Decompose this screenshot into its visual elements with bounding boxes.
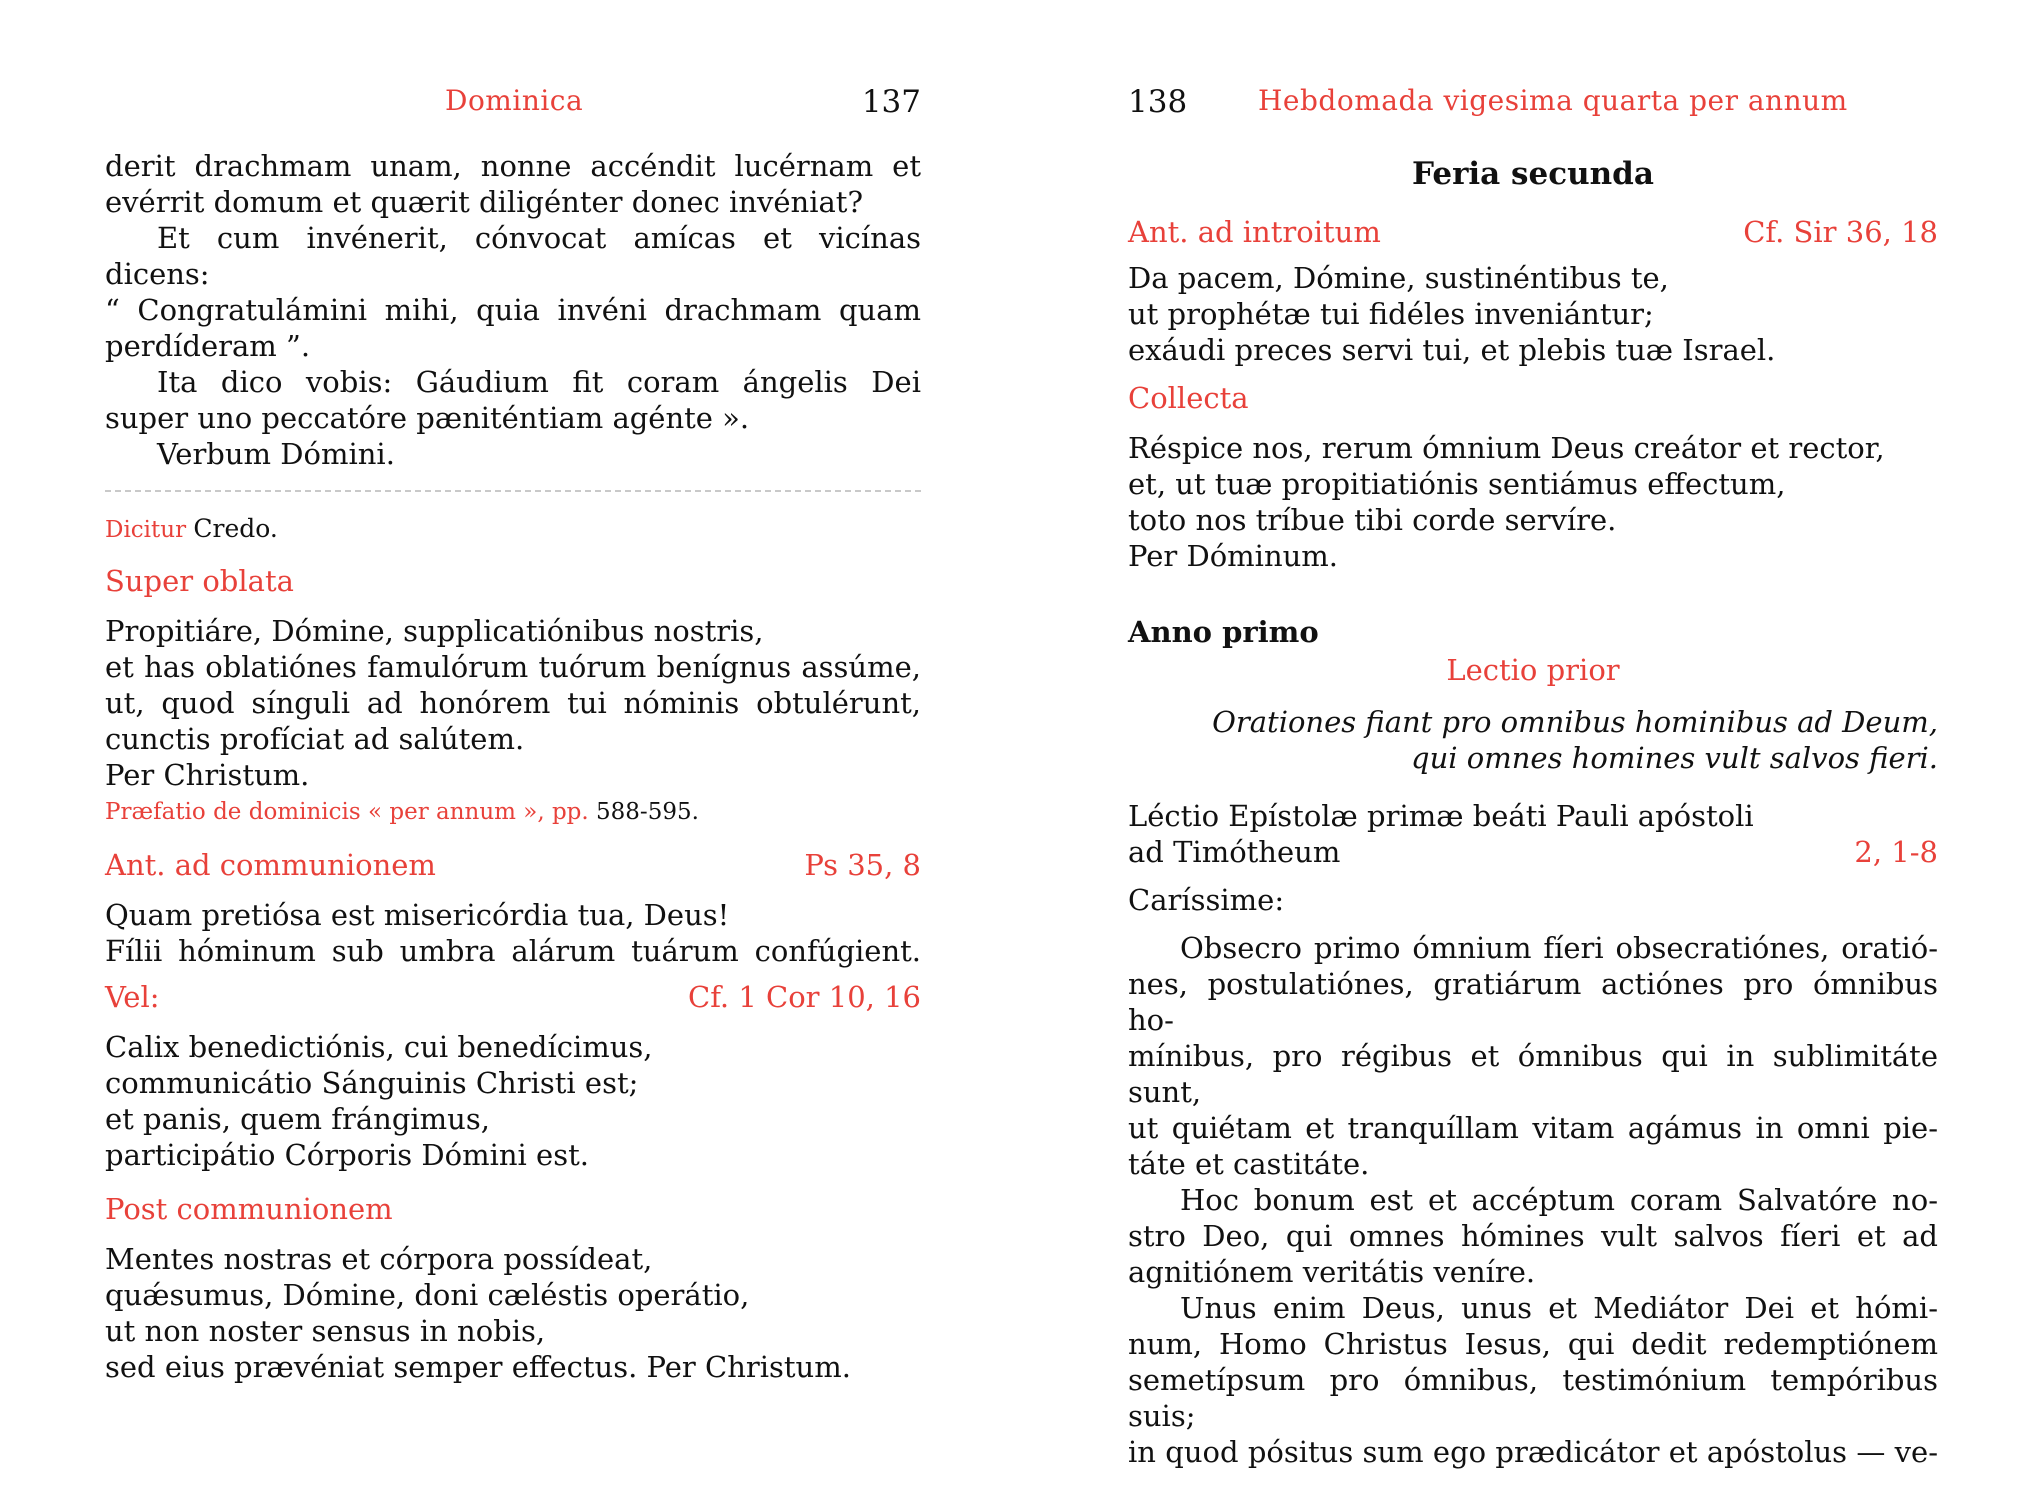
text-line: sed eius prævéniat semper effectus. Per Christum. <box>105 1350 851 1384</box>
text-line: Hoc bonum est et accéptum coram Salvatóre no- <box>1180 1183 1938 1217</box>
communion-reference: Ps 35, 8 <box>804 848 921 882</box>
right-page <box>1128 0 1938 1500</box>
text-line: nes, postulatiónes, gratiárum actiónes pro ómnibus ho- <box>1128 967 1938 1037</box>
salutation: Caríssime: <box>1128 883 1285 917</box>
communion-heading-row <box>105 847 921 883</box>
vel-heading-row <box>105 979 921 1015</box>
text-line: Réspice nos, rerum ómnium Deus creátor et rector, <box>1128 431 1885 465</box>
praefatio-label: Præfatio de dominicis « per annum », pp. <box>105 799 589 825</box>
section-divider <box>105 490 921 492</box>
text-line: Da pacem, Dómine, sustinéntibus te, <box>1128 261 1669 295</box>
text-line: Unus enim Deus, unus et Mediátor Dei et hómi- <box>1180 1291 1938 1325</box>
text-line: Fílii hóminum sub umbra alárum tuárum confúgient. <box>105 934 921 968</box>
text-line: “ Congratulámini mihi, quia invéni drachmam quam <box>105 293 921 327</box>
left-header-title: Dominica <box>445 84 584 117</box>
text-line: Léctio Epístolæ primæ beáti Pauli apóstoli <box>1128 799 1754 833</box>
left-running-header <box>105 80 921 124</box>
text-line: perdíderam ”. <box>105 329 311 363</box>
text-line: Verbum Dómini. <box>157 437 395 471</box>
post-communion-prayer <box>105 1241 921 1385</box>
right-content <box>1128 154 1938 1470</box>
left-page <box>105 0 921 1500</box>
text-line: Et cum invénerit, cónvocat amícas et vicínas dicens: <box>105 221 921 291</box>
lectio-title-row <box>1128 834 1938 870</box>
text-line: stro Deo, qui omnes hómines vult salvos fíeri et ad <box>1128 1219 1938 1253</box>
vel-antiphon <box>105 1029 921 1173</box>
text-line: derit drachmam unam, nonne accéndit lucérnam et <box>105 149 921 183</box>
day-title: Feria secunda <box>1412 156 1654 192</box>
text-line: semetípsum pro ómnibus, testimónium tempóribus suis; <box>1128 1363 1938 1433</box>
text-line: táte et castitáte. <box>1128 1147 1370 1181</box>
text-line: et panis, quem frángimus, <box>105 1102 490 1136</box>
dicitur-label: Dicitur <box>105 517 187 543</box>
text-line: mínibus, pro régibus et ómnibus qui in sublimitáte sunt, <box>1128 1039 1938 1109</box>
introit-antiphon <box>1128 260 1938 368</box>
text-line: cunctis profíciat ad salútem. <box>105 722 525 756</box>
text-line: Ita dico vobis: Gáudium fit coram ángelis Dei <box>157 365 921 399</box>
lectio-reference: 2, 1-8 <box>1854 835 1938 869</box>
text-line: Propitiáre, Dómine, supplicatiónibus nostris, <box>105 614 764 648</box>
text-line: super uno peccatóre pæniténtiam agénte ». <box>105 401 750 435</box>
left-content <box>105 148 921 1385</box>
text-line: ad Timótheum <box>1128 835 1341 869</box>
dicitur-rubric <box>105 514 921 545</box>
text-line: exáudi preces servi tui, et plebis tuæ Israel. <box>1128 333 1776 367</box>
praefatio-pages: 588-595. <box>596 799 699 825</box>
communion-antiphon <box>105 897 921 969</box>
communion-heading: Ant. ad communionem <box>105 848 436 882</box>
text-line: Orationes fiant pro omnibus hominibus ad Deum, <box>1212 705 1938 739</box>
text-line: toto nos tríbue tibi corde servíre. <box>1128 503 1617 537</box>
praefatio-rubric <box>105 797 921 827</box>
text-line: Per Christum. <box>105 758 310 792</box>
text-line: communicátio Sánguinis Christi est; <box>105 1066 639 1100</box>
super-oblata-prayer <box>105 613 921 793</box>
introit-reference: Cf. Sir 36, 18 <box>1743 215 1938 249</box>
left-page-number: 137 <box>861 84 921 120</box>
text-line: Mentes nostras et córpora possídeat, <box>105 1242 653 1276</box>
collecta-prayer <box>1128 430 1938 574</box>
right-header-title: Hebdomada vigesima quarta per annum <box>1258 84 1848 117</box>
text-line: ut prophétæ tui fidéles inveniántur; <box>1128 297 1654 331</box>
vel-heading: Vel: <box>105 980 160 1014</box>
text-line: Per Dóminum. <box>1128 539 1339 573</box>
reading-text <box>1128 930 1938 1470</box>
text-line: agnitiónem veritátis veníre. <box>1128 1255 1536 1289</box>
text-line: num, Homo Christus Iesus, qui dedit redemptiónem <box>1128 1327 1938 1361</box>
text-line: Calix benedictiónis, cui benedícimus, <box>105 1030 653 1064</box>
lectio-title <box>1128 798 1938 870</box>
anno-heading: Anno primo <box>1128 615 1319 649</box>
text-line: Quam pretiósa est misericórdia tua, Deus! <box>105 898 730 932</box>
lectio-prior-heading: Lectio prior <box>1446 653 1620 687</box>
text-line: participátio Córporis Dómini est. <box>105 1138 589 1172</box>
reading-summary <box>1128 704 1938 776</box>
vel-reference: Cf. 1 Cor 10, 16 <box>688 980 921 1014</box>
post-communion-heading: Post communionem <box>105 1192 393 1226</box>
text-line: et has oblatiónes famulórum tuórum benígnus assúme, <box>105 650 921 684</box>
text-line: in quod pósitus sum ego prædicátor et apóstolus — ve- <box>1128 1435 1938 1469</box>
text-line: ut quiétam et tranquíllam vitam agámus in omni pie- <box>1128 1111 1938 1145</box>
text-line: et, ut tuæ propitiatiónis sentiámus effectum, <box>1128 467 1786 501</box>
gospel-ending <box>105 148 921 472</box>
super-oblata-heading: Super oblata <box>105 564 294 598</box>
text-line: Obsecro primo ómnium fíeri obsecratiónes, oratió- <box>1180 931 1938 965</box>
right-running-header <box>1128 80 1938 124</box>
introit-heading: Ant. ad introitum <box>1128 215 1381 249</box>
dicitur-text: Credo. <box>193 514 278 543</box>
text-line: evérrit domum et quærit diligénter donec invéniat? <box>105 185 863 219</box>
right-page-number: 138 <box>1128 84 1188 120</box>
text-line: ut non noster sensus in nobis, <box>105 1314 546 1348</box>
collecta-heading: Collecta <box>1128 381 1249 415</box>
introit-heading-row <box>1128 214 1938 250</box>
text-line: quǽsumus, Dómine, doni cæléstis operátio, <box>105 1278 750 1312</box>
text-line: ut, quod sínguli ad honórem tui nóminis obtulérunt, <box>105 686 921 720</box>
text-line: qui omnes homines vult salvos fieri. <box>1411 741 1938 775</box>
